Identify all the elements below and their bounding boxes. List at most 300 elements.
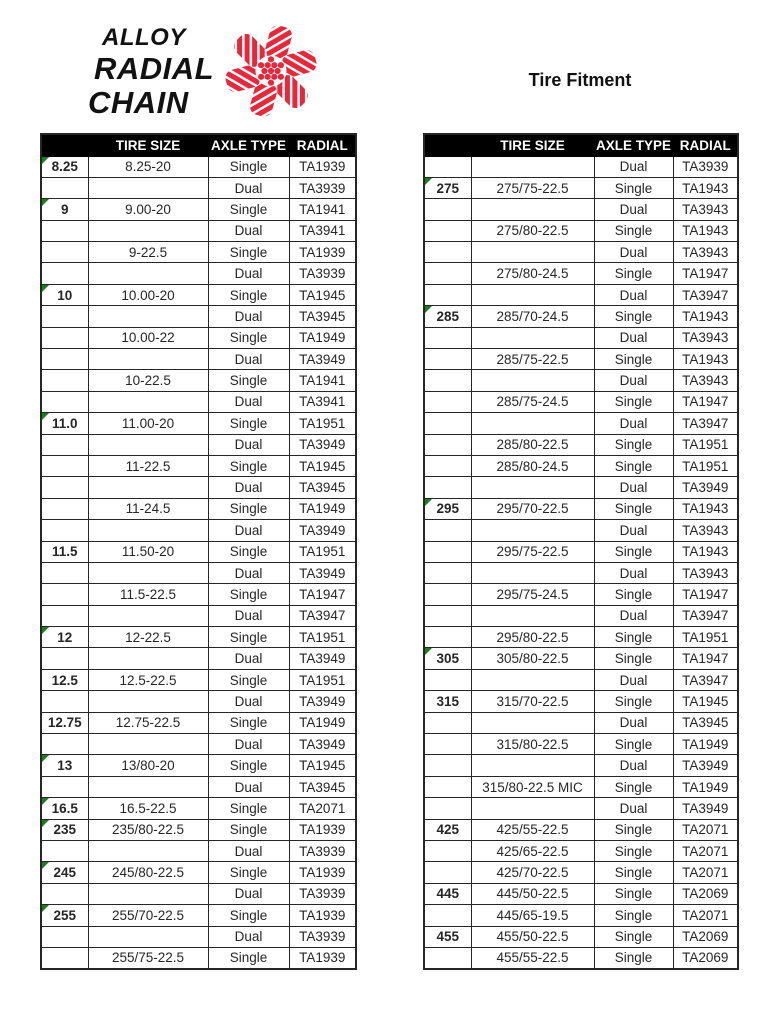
radial-cell: TA1951 (289, 541, 356, 562)
axle-type-cell: Single (594, 391, 673, 412)
table-row (41, 841, 356, 862)
axle-type-cell: Dual (208, 263, 289, 284)
radial-cell: TA3939 (289, 263, 356, 284)
group-cell: 10 (41, 284, 88, 305)
radial-cell: TA1951 (289, 627, 356, 648)
tire-size-cell: 275/80-24.5 (471, 263, 594, 284)
axle-type-cell: Single (208, 413, 289, 434)
tire-size-cell: 425/70-22.5 (471, 862, 594, 883)
column-header: TIRE SIZE (88, 134, 208, 156)
radial-cell: TA3943 (673, 370, 738, 391)
tire-size-cell: 12.75-22.5 (88, 712, 208, 733)
radial-cell: TA3941 (289, 220, 356, 241)
radial-cell: TA1943 (673, 349, 738, 370)
axle-type-cell: Single (594, 498, 673, 519)
group-cell: 315 (424, 691, 471, 712)
tire-size-cell: 235/80-22.5 (88, 819, 208, 840)
group-cell (424, 755, 471, 776)
group-cell (41, 605, 88, 626)
radial-cell: TA3947 (673, 284, 738, 305)
table-row (41, 413, 356, 434)
radial-cell: TA1949 (673, 734, 738, 755)
tire-size-cell (88, 349, 208, 370)
group-cell (424, 455, 471, 476)
radial-cell: TA3949 (289, 648, 356, 669)
table-row (424, 156, 738, 177)
tire-size-cell: 10.00-22 (88, 327, 208, 348)
table-row (41, 477, 356, 498)
group-cell: 11.5 (41, 541, 88, 562)
radial-cell: TA1951 (673, 455, 738, 476)
radial-cell: TA3949 (289, 520, 356, 541)
group-cell (41, 177, 88, 198)
radial-cell: TA3939 (673, 156, 738, 177)
table-row (424, 819, 738, 840)
radial-cell: TA3949 (673, 755, 738, 776)
radial-cell: TA2069 (673, 947, 738, 968)
table-row (41, 584, 356, 605)
radial-cell: TA1947 (673, 263, 738, 284)
column-header: RADIAL (289, 134, 356, 156)
tire-size-cell: 315/70-22.5 (471, 691, 594, 712)
tire-size-cell (88, 562, 208, 583)
axle-type-cell: Dual (208, 177, 289, 198)
tire-size-cell (88, 263, 208, 284)
axle-type-cell: Single (208, 498, 289, 519)
tire-size-cell: 315/80-22.5 MIC (471, 776, 594, 797)
table-row (424, 498, 738, 519)
table-row (41, 242, 356, 263)
axle-type-cell: Dual (208, 220, 289, 241)
radial-cell: TA3949 (289, 691, 356, 712)
logo (88, 26, 318, 123)
radial-cell: TA1949 (289, 498, 356, 519)
axle-type-cell: Single (594, 306, 673, 327)
group-cell (41, 691, 88, 712)
axle-type-cell: Single (208, 798, 289, 819)
tire-size-cell: 295/80-22.5 (471, 627, 594, 648)
radial-cell: TA1941 (289, 199, 356, 220)
group-cell (424, 947, 471, 968)
radial-cell: TA3943 (673, 242, 738, 263)
logo-line-1: ALLOY (102, 24, 186, 51)
table-row (41, 520, 356, 541)
axle-type-cell: Dual (594, 327, 673, 348)
group-cell (424, 798, 471, 819)
radial-cell: TA3943 (673, 562, 738, 583)
tire-size-cell: 275/75-22.5 (471, 177, 594, 198)
logo-text (88, 26, 214, 118)
table-row (41, 434, 356, 455)
axle-type-cell: Single (594, 177, 673, 198)
table-row (424, 220, 738, 241)
group-cell (424, 541, 471, 562)
group-cell (41, 455, 88, 476)
tire-size-cell: 9-22.5 (88, 242, 208, 263)
group-cell (41, 477, 88, 498)
axle-type-cell: Dual (208, 477, 289, 498)
tire-size-cell: 315/80-22.5 (471, 734, 594, 755)
tire-size-cell: 11.50-20 (88, 541, 208, 562)
radial-cell: TA1939 (289, 819, 356, 840)
table-row (41, 327, 356, 348)
table-row (424, 263, 738, 284)
axle-type-cell: Dual (594, 669, 673, 690)
group-cell (41, 242, 88, 263)
group-cell (424, 734, 471, 755)
table-row (41, 926, 356, 947)
group-cell (41, 841, 88, 862)
axle-type-cell: Single (594, 841, 673, 862)
tire-size-cell (471, 562, 594, 583)
group-cell (424, 520, 471, 541)
column-header: TIRE SIZE (471, 134, 594, 156)
tire-size-cell (471, 605, 594, 626)
group-cell: 9 (41, 199, 88, 220)
table-row (41, 669, 356, 690)
group-cell (41, 263, 88, 284)
tire-size-cell (471, 156, 594, 177)
radial-cell: TA3947 (673, 669, 738, 690)
group-cell (424, 669, 471, 690)
table-row (424, 177, 738, 198)
table-row (424, 627, 738, 648)
radial-cell: TA3945 (289, 776, 356, 797)
table-row (424, 691, 738, 712)
table-row (41, 370, 356, 391)
tire-size-cell: 455/55-22.5 (471, 947, 594, 968)
group-cell (41, 327, 88, 348)
tire-size-cell (88, 477, 208, 498)
axle-type-cell: Single (594, 263, 673, 284)
table-row (41, 349, 356, 370)
tire-size-cell (471, 370, 594, 391)
tire-size-cell (88, 926, 208, 947)
tire-size-cell: 455/50-22.5 (471, 926, 594, 947)
table-row (424, 391, 738, 412)
group-cell (41, 520, 88, 541)
radial-cell: TA3939 (289, 883, 356, 904)
tire-size-cell: 285/75-24.5 (471, 391, 594, 412)
tire-size-cell: 10.00-20 (88, 284, 208, 305)
axle-type-cell: Single (208, 627, 289, 648)
radial-cell: TA1951 (289, 669, 356, 690)
axle-type-cell: Dual (208, 605, 289, 626)
axle-type-cell: Single (208, 819, 289, 840)
tire-size-cell: 11-22.5 (88, 455, 208, 476)
tire-size-cell: 295/70-22.5 (471, 498, 594, 519)
radial-cell: TA1947 (289, 584, 356, 605)
radial-cell: TA3949 (289, 734, 356, 755)
logo-line-3: CHAIN (88, 85, 189, 120)
table-row (41, 177, 356, 198)
group-cell (41, 306, 88, 327)
axle-type-cell: Dual (208, 841, 289, 862)
group-cell (41, 584, 88, 605)
table-row (424, 648, 738, 669)
radial-cell: TA1943 (673, 541, 738, 562)
radial-cell: TA1945 (289, 284, 356, 305)
page-title: Tire Fitment (528, 70, 632, 90)
radial-cell: TA1951 (673, 434, 738, 455)
tire-size-cell (88, 776, 208, 797)
table-row (424, 349, 738, 370)
axle-type-cell: Dual (594, 413, 673, 434)
table-row (424, 242, 738, 263)
radial-cell: TA3939 (289, 926, 356, 947)
group-cell (424, 156, 471, 177)
axle-type-cell: Dual (208, 734, 289, 755)
axle-type-cell: Single (208, 541, 289, 562)
tire-size-cell: 245/80-22.5 (88, 862, 208, 883)
table-row (424, 905, 738, 926)
tire-size-cell: 305/80-22.5 (471, 648, 594, 669)
radial-cell: TA1945 (289, 755, 356, 776)
table-row (424, 306, 738, 327)
table-row (424, 605, 738, 626)
axle-type-cell: Dual (208, 691, 289, 712)
radial-cell: TA1943 (673, 220, 738, 241)
tire-size-cell: 11-24.5 (88, 498, 208, 519)
group-cell (424, 391, 471, 412)
table-row (424, 284, 738, 305)
group-cell (424, 776, 471, 797)
group-cell (41, 776, 88, 797)
tire-size-cell (471, 520, 594, 541)
table-row (41, 498, 356, 519)
radial-cell: TA1945 (673, 691, 738, 712)
axle-type-cell: Single (594, 862, 673, 883)
tire-size-cell (88, 734, 208, 755)
tire-size-cell: 255/70-22.5 (88, 905, 208, 926)
axle-type-cell: Dual (208, 926, 289, 947)
table-row (41, 541, 356, 562)
group-cell (41, 434, 88, 455)
radial-cell: TA3945 (289, 306, 356, 327)
table-row (424, 562, 738, 583)
tire-size-cell: 445/65-19.5 (471, 905, 594, 926)
axle-type-cell: Dual (208, 776, 289, 797)
radial-cell: TA2069 (673, 883, 738, 904)
tire-size-cell (471, 413, 594, 434)
table-row (41, 199, 356, 220)
group-cell: 295 (424, 498, 471, 519)
radial-cell: TA1939 (289, 862, 356, 883)
tire-size-cell (88, 391, 208, 412)
axle-type-cell: Single (208, 156, 289, 177)
table-row (424, 327, 738, 348)
radial-cell: TA2071 (673, 905, 738, 926)
radial-cell: TA2071 (673, 862, 738, 883)
header-row (41, 134, 356, 156)
axle-type-cell: Single (208, 327, 289, 348)
tire-size-cell: 12-22.5 (88, 627, 208, 648)
axle-type-cell: Single (594, 584, 673, 605)
fitment-table-left (40, 133, 357, 970)
tire-size-cell (471, 755, 594, 776)
group-cell: 16.5 (41, 798, 88, 819)
axle-type-cell: Single (208, 862, 289, 883)
table-row (41, 862, 356, 883)
group-cell (424, 242, 471, 263)
axle-type-cell: Single (208, 947, 289, 968)
radial-cell: TA1943 (673, 177, 738, 198)
radial-cell: TA1949 (289, 712, 356, 733)
group-cell: 13 (41, 755, 88, 776)
table-row (424, 584, 738, 605)
axle-type-cell: Single (594, 541, 673, 562)
group-cell (41, 734, 88, 755)
radial-cell: TA2071 (289, 798, 356, 819)
radial-cell: TA2071 (673, 819, 738, 840)
group-cell (424, 413, 471, 434)
radial-cell: TA3939 (289, 177, 356, 198)
tire-size-cell: 16.5-22.5 (88, 798, 208, 819)
radial-cell: TA3949 (673, 798, 738, 819)
logo-line-2: RADIAL (94, 51, 215, 86)
table-row (424, 520, 738, 541)
axle-type-cell: Dual (594, 605, 673, 626)
tire-size-cell: 285/80-24.5 (471, 455, 594, 476)
axle-type-cell: Single (594, 947, 673, 968)
tire-size-cell (471, 327, 594, 348)
group-cell (41, 926, 88, 947)
tire-size-cell: 13/80-20 (88, 755, 208, 776)
table-row (424, 947, 738, 968)
axle-type-cell: Single (208, 755, 289, 776)
group-cell (424, 562, 471, 583)
axle-type-cell: Dual (208, 306, 289, 327)
table-row (424, 413, 738, 434)
axle-type-cell: Dual (594, 798, 673, 819)
group-cell (424, 841, 471, 862)
tire-size-cell (88, 520, 208, 541)
tire-size-cell: 12.5-22.5 (88, 669, 208, 690)
tire-size-cell (471, 798, 594, 819)
axle-type-cell: Dual (594, 712, 673, 733)
tire-size-cell (471, 712, 594, 733)
group-cell (424, 712, 471, 733)
radial-cell: TA3943 (673, 327, 738, 348)
axle-type-cell: Dual (594, 370, 673, 391)
table-row (41, 605, 356, 626)
group-cell (424, 627, 471, 648)
table-row (41, 220, 356, 241)
radial-cell: TA1939 (289, 242, 356, 263)
tire-size-cell: 11.5-22.5 (88, 584, 208, 605)
table-row (41, 306, 356, 327)
group-cell: 445 (424, 883, 471, 904)
table-row (424, 669, 738, 690)
table-row (41, 776, 356, 797)
axle-type-cell: Dual (208, 349, 289, 370)
group-cell (41, 391, 88, 412)
axle-type-cell: Single (594, 883, 673, 904)
table-row (424, 755, 738, 776)
radial-cell: TA1939 (289, 156, 356, 177)
radial-cell: TA3947 (673, 605, 738, 626)
tire-size-cell: 11.00-20 (88, 413, 208, 434)
group-cell (424, 434, 471, 455)
radial-cell: TA3949 (289, 349, 356, 370)
radial-cell: TA2069 (673, 926, 738, 947)
radial-cell: TA3949 (289, 434, 356, 455)
header-row (424, 134, 738, 156)
group-cell (424, 263, 471, 284)
group-cell (41, 648, 88, 669)
axle-type-cell: Dual (594, 199, 673, 220)
radial-cell: TA1951 (673, 627, 738, 648)
radial-cell: TA3941 (289, 391, 356, 412)
group-cell (424, 327, 471, 348)
table-row (424, 776, 738, 797)
group-cell (41, 947, 88, 968)
tire-size-cell (88, 220, 208, 241)
table-row (424, 199, 738, 220)
axle-type-cell: Single (594, 926, 673, 947)
group-cell: 255 (41, 905, 88, 926)
tire-size-cell (88, 648, 208, 669)
radial-cell: TA1949 (673, 776, 738, 797)
axle-type-cell: Dual (208, 391, 289, 412)
radial-cell: TA3947 (673, 413, 738, 434)
tire-size-cell (88, 177, 208, 198)
table-row (41, 947, 356, 968)
radial-cell: TA1947 (673, 648, 738, 669)
group-cell: 245 (41, 862, 88, 883)
group-cell: 285 (424, 306, 471, 327)
tire-size-cell: 8.25-20 (88, 156, 208, 177)
group-cell: 275 (424, 177, 471, 198)
axle-type-cell: Dual (594, 284, 673, 305)
table-row (424, 926, 738, 947)
tire-size-cell: 285/70-24.5 (471, 306, 594, 327)
axle-type-cell: Dual (594, 562, 673, 583)
tire-size-cell (88, 605, 208, 626)
group-cell (41, 349, 88, 370)
radial-cell: TA1945 (289, 455, 356, 476)
table-row (41, 734, 356, 755)
table-row (424, 798, 738, 819)
radial-cell: TA3945 (289, 477, 356, 498)
axle-type-cell: Single (208, 584, 289, 605)
radial-cell: TA1951 (289, 413, 356, 434)
axle-type-cell: Dual (208, 648, 289, 669)
table-row (41, 648, 356, 669)
group-cell (41, 883, 88, 904)
axle-type-cell: Single (208, 905, 289, 926)
axle-type-cell: Single (594, 691, 673, 712)
table-row (424, 541, 738, 562)
group-cell: 8.25 (41, 156, 88, 177)
axle-type-cell: Single (594, 905, 673, 926)
column-header: AXLE TYPE (208, 134, 289, 156)
column-header: RADIAL (673, 134, 738, 156)
table-row (41, 455, 356, 476)
axle-type-cell: Dual (594, 156, 673, 177)
group-cell: 12.5 (41, 669, 88, 690)
table-row (41, 627, 356, 648)
group-cell: 235 (41, 819, 88, 840)
table-row (424, 370, 738, 391)
group-cell (424, 477, 471, 498)
tire-size-cell (471, 669, 594, 690)
tire-size-cell: 9.00-20 (88, 199, 208, 220)
tire-size-cell (88, 691, 208, 712)
radial-cell: TA3949 (289, 562, 356, 583)
tire-size-cell: 285/75-22.5 (471, 349, 594, 370)
group-cell: 305 (424, 648, 471, 669)
